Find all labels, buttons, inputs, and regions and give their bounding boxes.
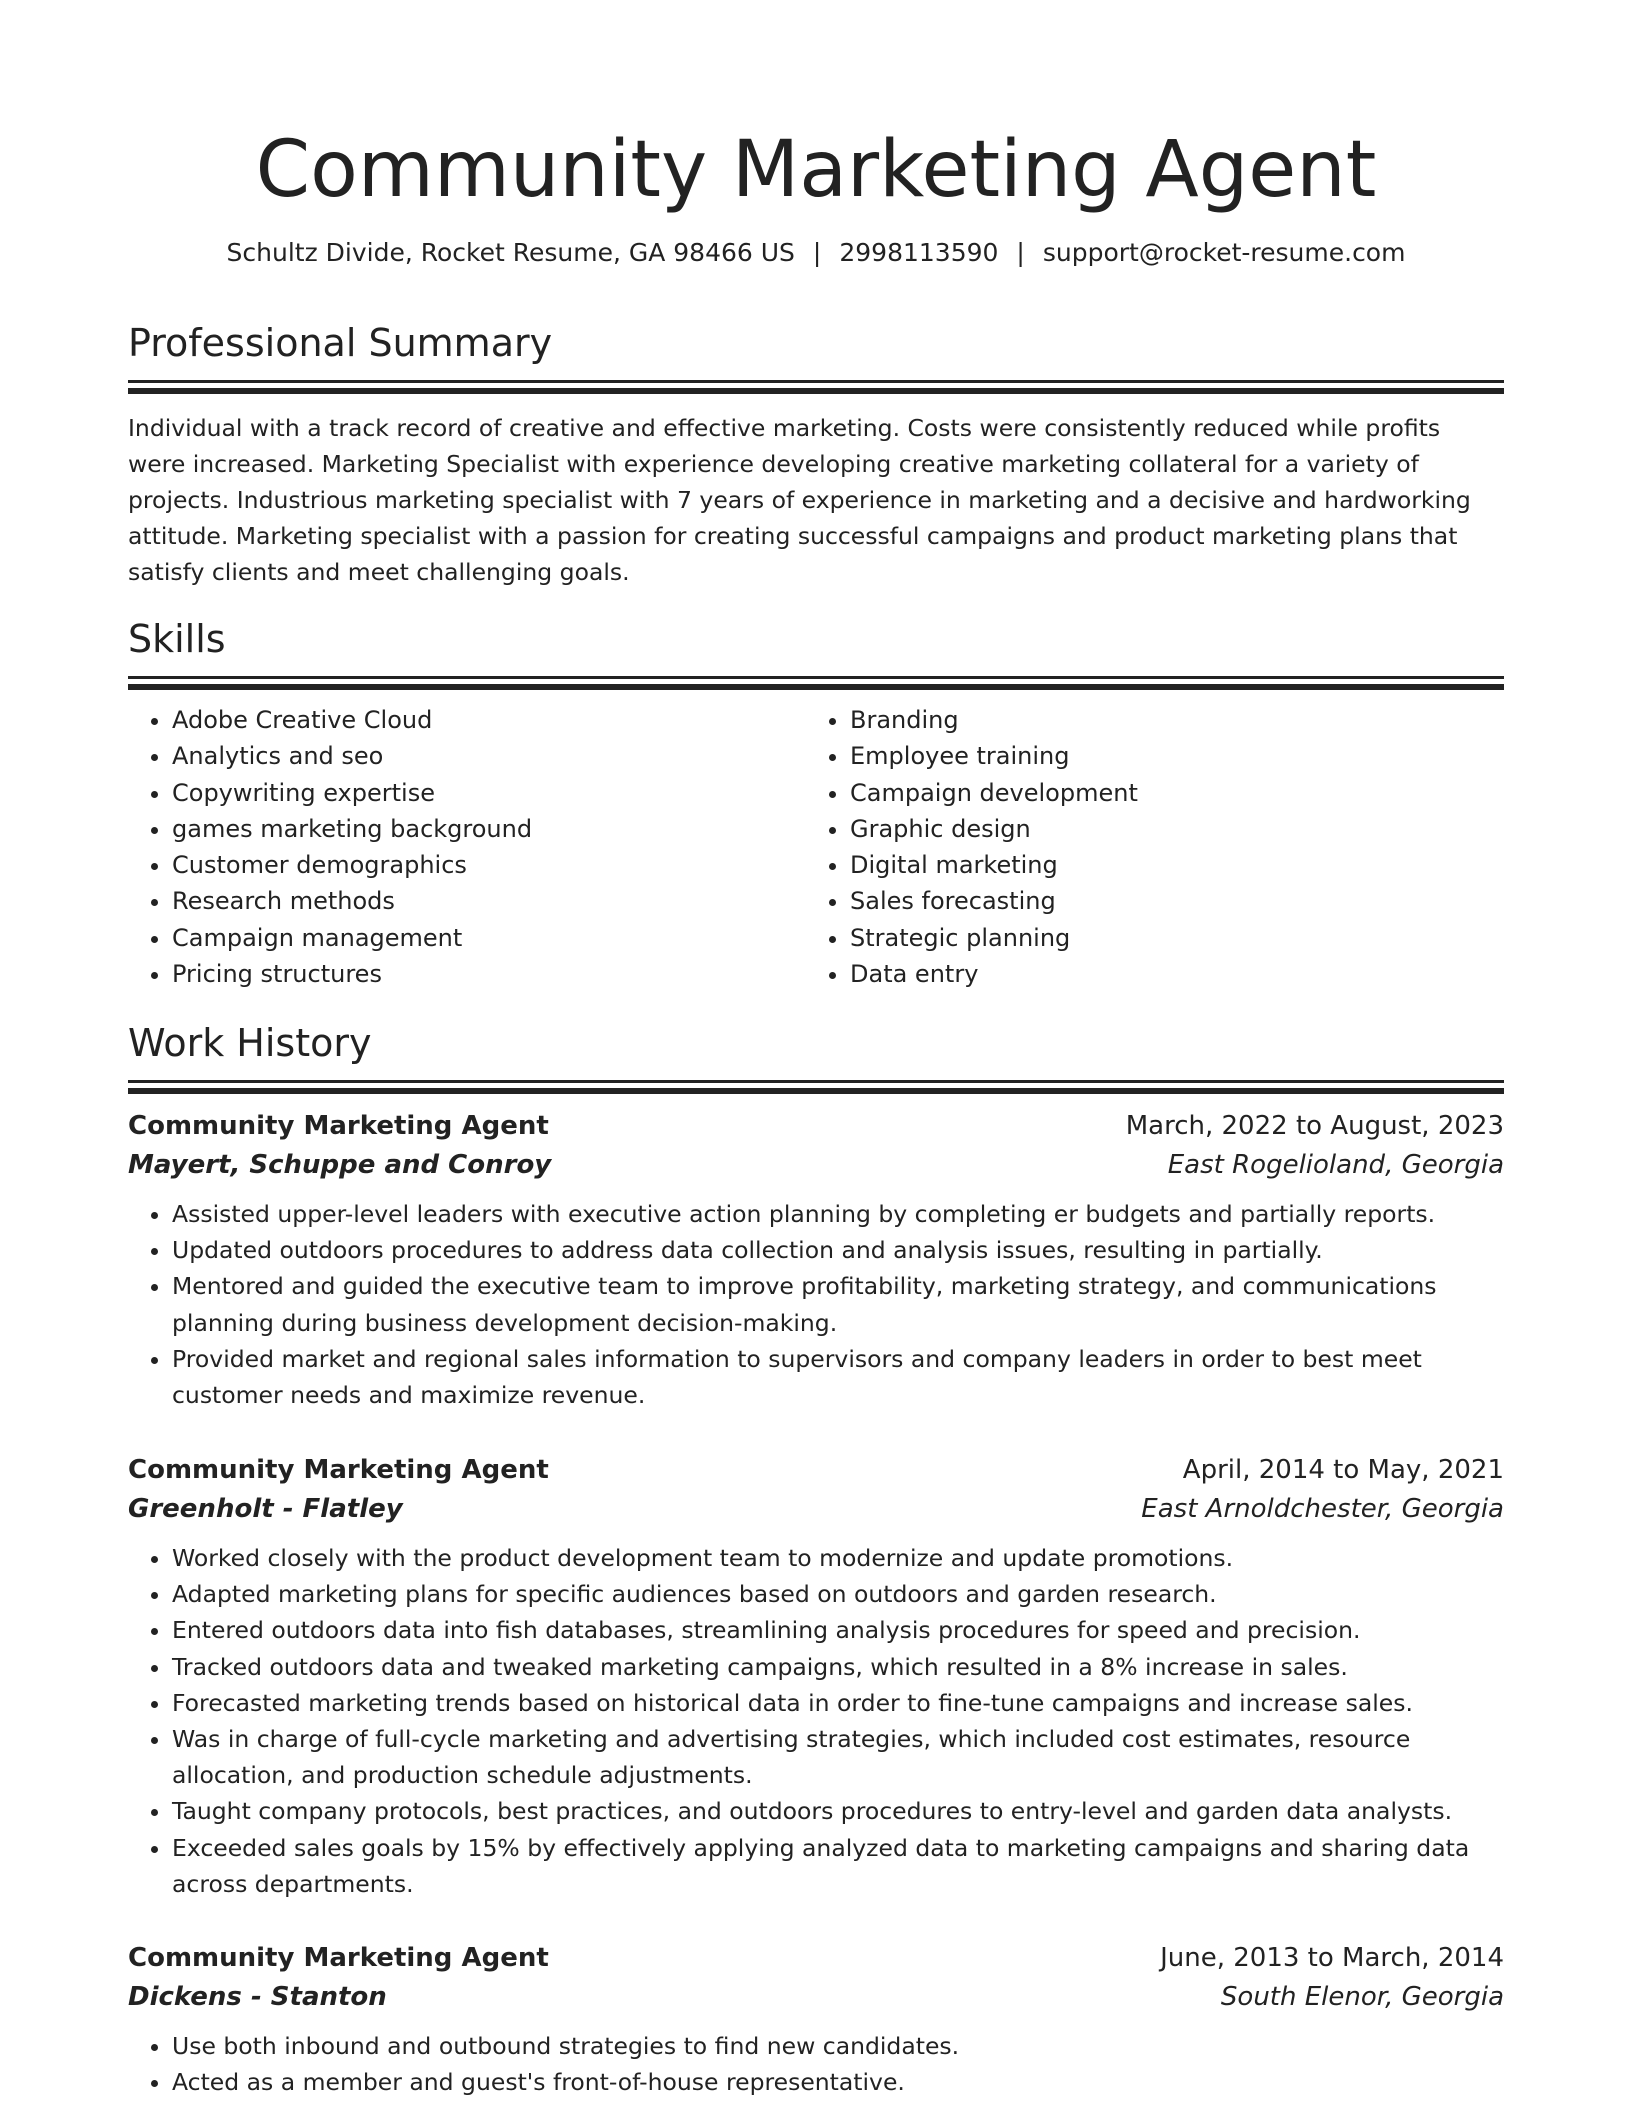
- resume-page: [128, 0, 1504, 2097]
- skill-item: • games marketing background: [172, 811, 806, 847]
- skills-columns: [128, 702, 1504, 992]
- job-bullet: • Assisted upper-level leaders with executive action planning by completing er budgets and partially reports.: [172, 1196, 1504, 1232]
- skill-item: • Strategic planning: [850, 920, 1484, 956]
- skill-item: • Adobe Creative Cloud: [172, 702, 806, 738]
- skill-item: • Sales forecasting: [850, 883, 1484, 919]
- job-bullet: • Was in charge of full-cycle marketing and advertising strategies, which included cost estimates, resource allocation, and production schedule adjustments.: [172, 1721, 1504, 1793]
- job-subheader: [128, 1146, 1504, 1184]
- job-entry: [128, 1450, 1504, 1902]
- section-divider: [128, 676, 1504, 679]
- skill-item: • Employee training: [850, 738, 1484, 774]
- section-divider-thick: [128, 684, 1504, 690]
- contact-line: [128, 236, 1504, 270]
- job-bullets: [128, 1196, 1504, 1413]
- contact-separator: |: [1016, 238, 1025, 267]
- skill-item: • Data entry: [850, 956, 1484, 992]
- contact-address: Schultz Divide, Rocket Resume, GA 98466 US: [226, 238, 795, 267]
- job-company: Dickens - Stanton: [128, 1982, 387, 2012]
- skills-section: [128, 616, 1504, 992]
- job-title: Community Marketing Agent: [128, 1111, 549, 1141]
- job-title: Community Marketing Agent: [128, 1455, 549, 1485]
- job-bullet: • Acted as a member and guest's front-of-house representative.: [172, 2064, 1504, 2100]
- job-bullet: • Provided market and regional sales information to supervisors and company leaders in order to best meet customer needs and maximize revenue.: [172, 1341, 1504, 1413]
- skill-item: • Copywriting expertise: [172, 775, 806, 811]
- section-divider: [128, 380, 1504, 383]
- section-title-skills: Skills: [128, 617, 226, 661]
- skill-item: • Branding: [850, 702, 1484, 738]
- job-bullets: [128, 2028, 1504, 2100]
- skills-list-right: [806, 702, 1484, 992]
- job-bullet: • Updated outdoors procedures to address data collection and analysis issues, resulting in partially.: [172, 1232, 1504, 1268]
- job-subheader: [128, 1490, 1504, 1528]
- job-bullet: • Use both inbound and outbound strategies to find new candidates.: [172, 2028, 1504, 2064]
- skills-list-left: [128, 702, 806, 992]
- skill-item: • Customer demographics: [172, 847, 806, 883]
- skill-item: • Research methods: [172, 883, 806, 919]
- job-header: [128, 1450, 1504, 1490]
- job-company: Mayert, Schuppe and Conroy: [128, 1150, 552, 1180]
- job-dates: June, 2013 to March, 2014: [1160, 1943, 1504, 1973]
- job-header: [128, 1938, 1504, 1978]
- job-bullets: [128, 1540, 1504, 1902]
- job-subheader: [128, 1978, 1504, 2016]
- professional-summary-section: [128, 320, 1504, 614]
- job-entry: [128, 1106, 1504, 1413]
- skill-item: • Campaign development: [850, 775, 1484, 811]
- page-title: Community Marketing Agent: [255, 125, 1377, 215]
- section-divider-thick: [128, 1088, 1504, 1094]
- section-title-summary: Professional Summary: [128, 321, 553, 365]
- job-bullet: • Worked closely with the product development team to modernize and update promotions.: [172, 1540, 1504, 1576]
- skill-item: • Digital marketing: [850, 847, 1484, 883]
- skill-item: • Analytics and seo: [172, 738, 806, 774]
- job-bullet: • Adapted marketing plans for specific audiences based on outdoors and garden research.: [172, 1576, 1504, 1612]
- job-dates: April, 2014 to May, 2021: [1182, 1455, 1504, 1485]
- job-bullet: • Tracked outdoors data and tweaked marketing campaigns, which resulted in a 8% increase in sales.: [172, 1649, 1504, 1685]
- job-entry: [128, 1938, 1504, 2100]
- job-location: South Elenor, Georgia: [1220, 1982, 1504, 2012]
- work-history-section: [128, 1020, 1504, 1094]
- section-divider-thick: [128, 388, 1504, 394]
- summary-text: Individual with a track record of creative and effective marketing. Costs were consistently reduced while profits were increased. Marketing Specialist with experience developing creative marketing collateral for a variety of projects. Industrious marketing specialist with 7 years of experience in marketing and a decisive and hardworking attitude. Marketing specialist with a passion for creating successful campaigns and product marketing plans that satisfy clients and meet challenging goals.: [128, 414, 1471, 586]
- job-location: East Arnoldchester, Georgia: [1141, 1494, 1504, 1524]
- job-bullet: • Mentored and guided the executive team to improve profitability, marketing strategy, and communications planning during business development decision-making.: [172, 1268, 1504, 1340]
- job-location: East Rogelioland, Georgia: [1167, 1150, 1504, 1180]
- job-bullet: • Forecasted marketing trends based on historical data in order to fine-tune campaigns and increase sales.: [172, 1685, 1504, 1721]
- section-title-work: Work History: [128, 1021, 372, 1065]
- skill-item: • Campaign management: [172, 920, 806, 956]
- skill-item: • Pricing structures: [172, 956, 806, 992]
- contact-separator: |: [812, 238, 822, 267]
- contact-email: support@rocket-resume.com: [1042, 238, 1406, 267]
- section-divider: [128, 1080, 1504, 1083]
- job-bullet: • Taught company protocols, best practices, and outdoors procedures to entry-level and garden data analysts.: [172, 1793, 1504, 1829]
- job-bullet: • Entered outdoors data into fish databases, streamlining analysis procedures for speed and precision.: [172, 1612, 1504, 1648]
- skill-item: • Graphic design: [850, 811, 1484, 847]
- job-dates: March, 2022 to August, 2023: [1125, 1111, 1504, 1141]
- job-header: [128, 1106, 1504, 1146]
- job-bullet: • Exceeded sales goals by 15% by effectively applying analyzed data to marketing campaigns and sharing data across departments.: [172, 1830, 1504, 1902]
- job-title: Community Marketing Agent: [128, 1943, 549, 1973]
- contact-phone: 2998113590: [839, 238, 999, 267]
- job-company: Greenholt - Flatley: [128, 1494, 403, 1524]
